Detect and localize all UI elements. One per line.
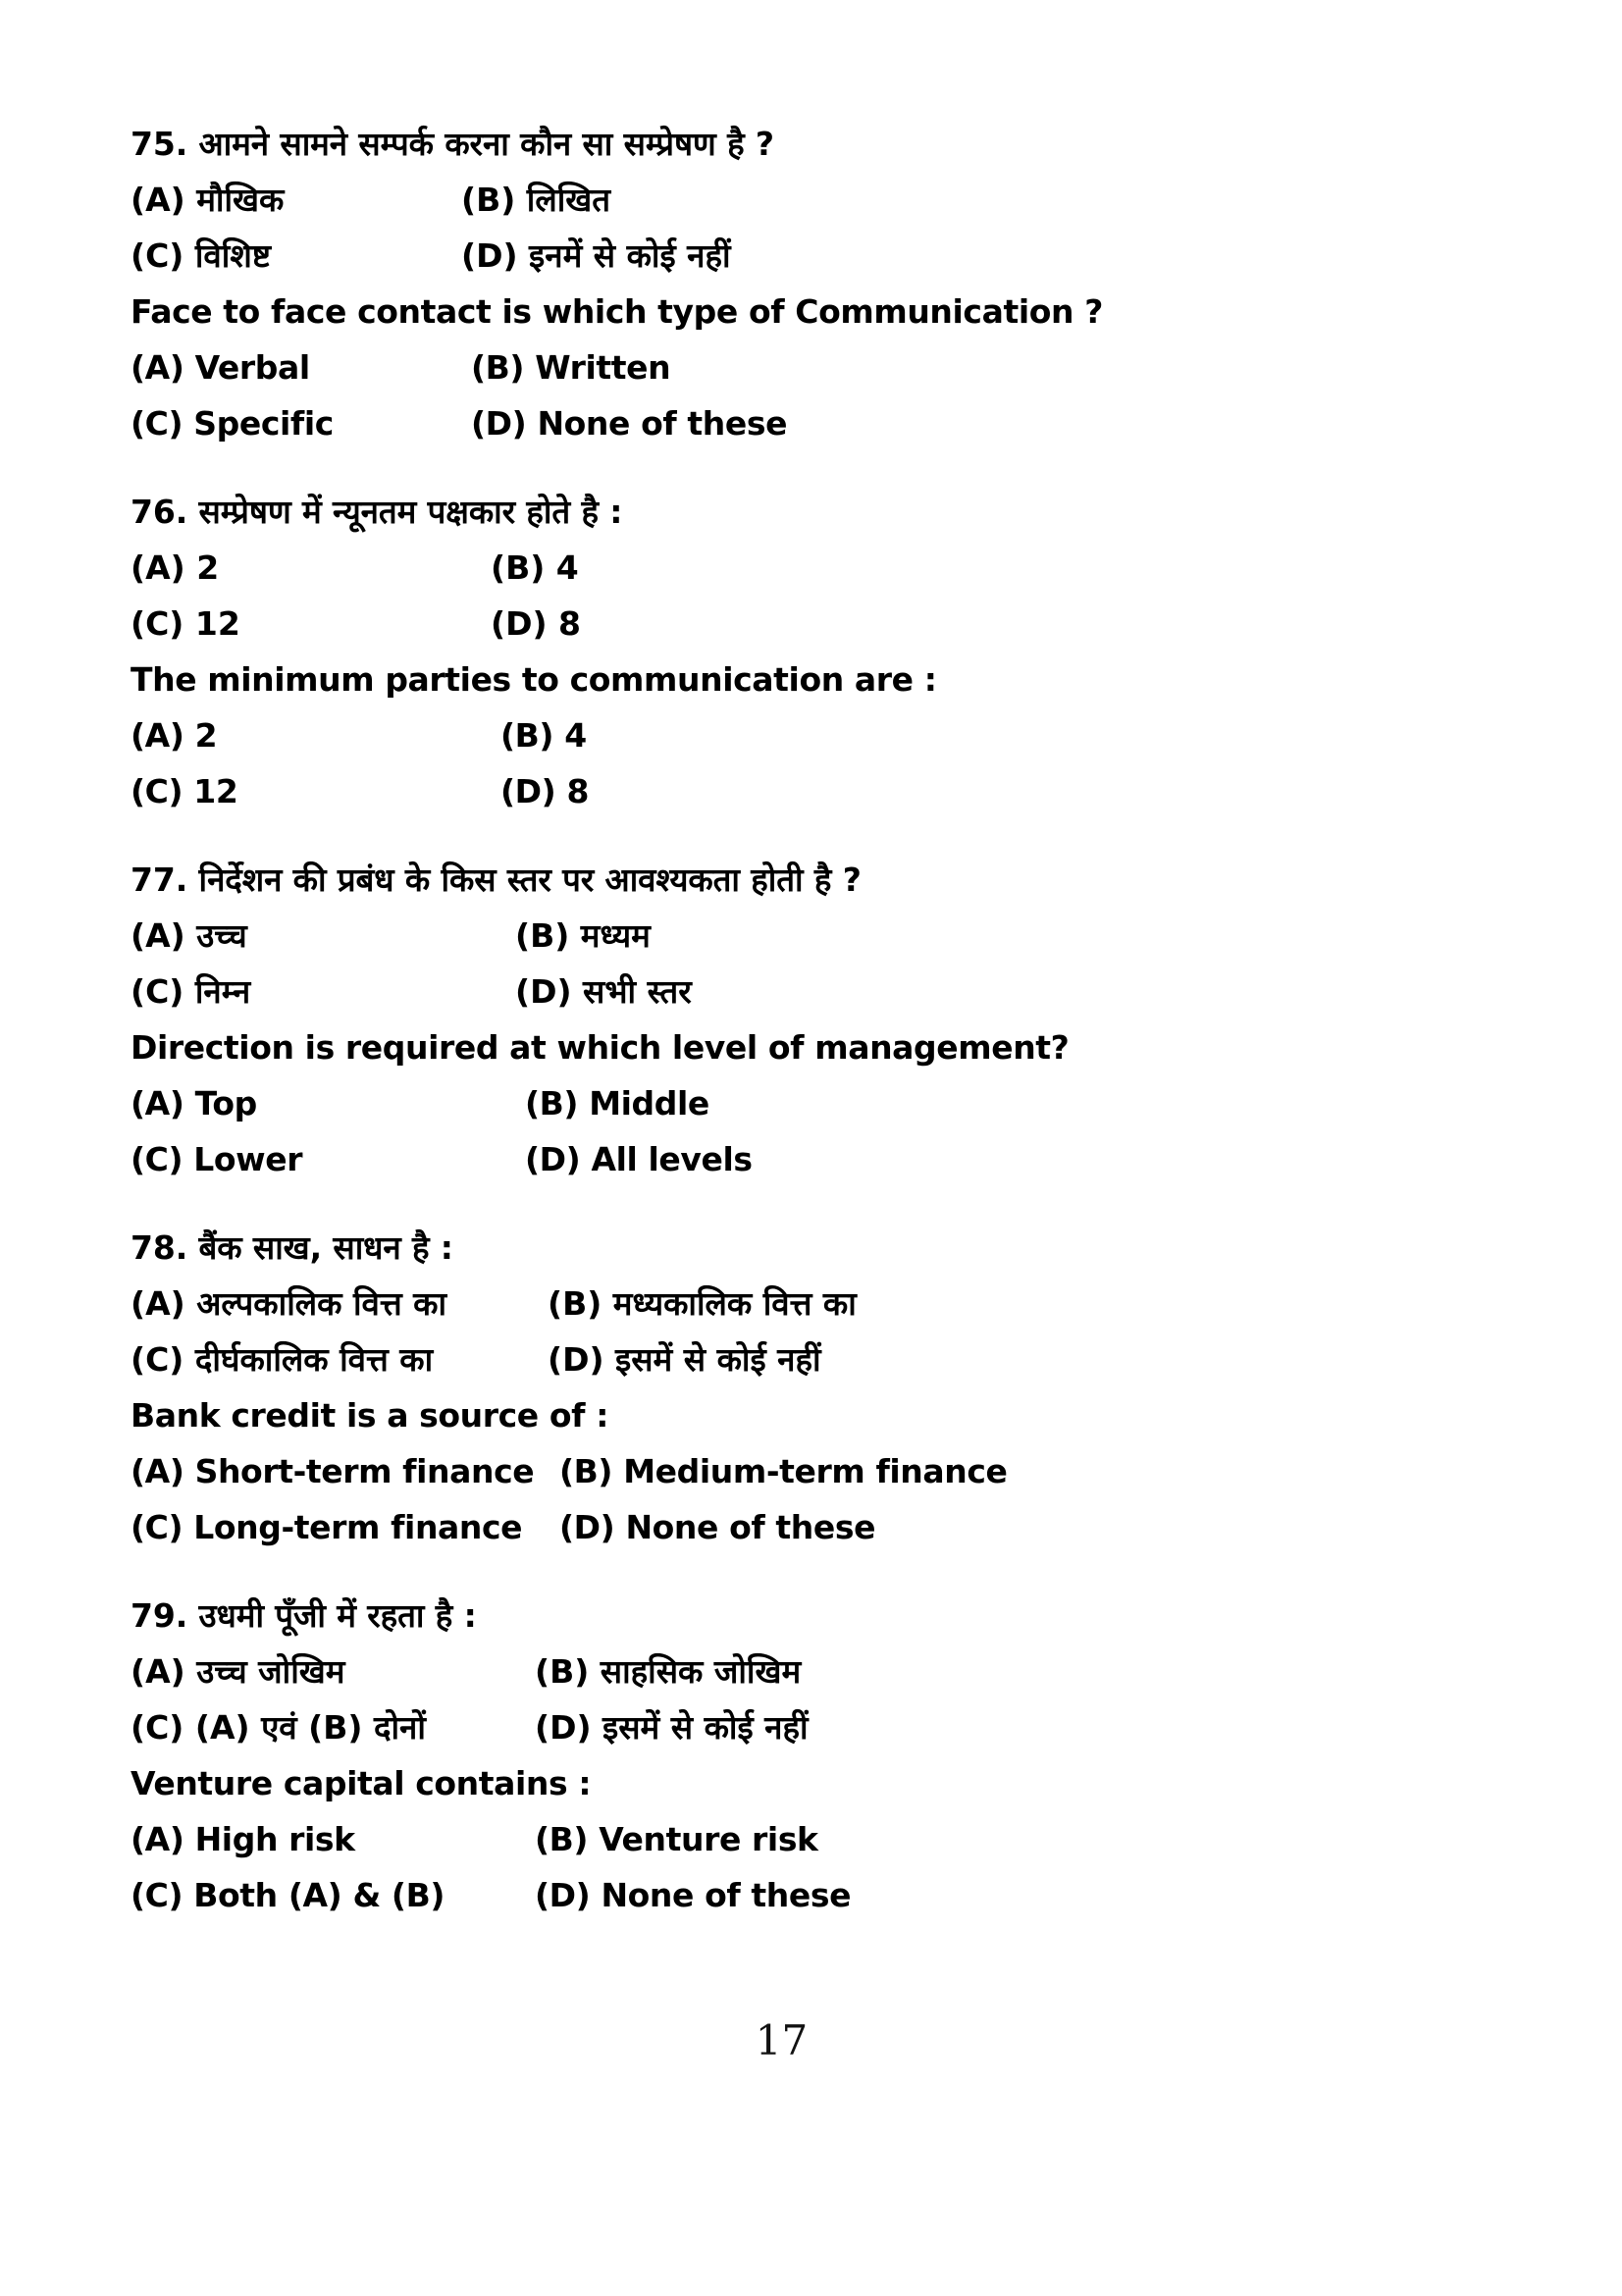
- option-english-76-b[interactable]: (B) 4: [500, 716, 587, 755]
- option-english-76-c[interactable]: (C) 12: [131, 772, 238, 810]
- question-text-english-76: The minimum parties to communication are :: [131, 660, 937, 699]
- option-hindi-78-d[interactable]: (D) इसमें से कोई नहीं: [548, 1340, 821, 1379]
- option-row-english-77-cd: [131, 1131, 1504, 1187]
- option-row-english-76-cd: [131, 763, 1504, 819]
- option-hindi-75-d[interactable]: (D) इनमें से कोई नहीं: [461, 236, 731, 275]
- option-row-hindi-78-cd: [131, 1331, 1504, 1387]
- option-english-79-b[interactable]: (B) Venture risk: [535, 1820, 818, 1858]
- option-english-79-c[interactable]: (C) Both (A) & (B): [131, 1876, 445, 1914]
- option-hindi-76-c[interactable]: (C) 12: [131, 604, 240, 643]
- option-english-75-b[interactable]: (B) Written: [471, 348, 671, 387]
- option-hindi-78-b[interactable]: (B) मध्यकालिक वित्त का: [548, 1284, 857, 1323]
- question-text-hindi-78: 78. बैंक साख, साधन है :: [131, 1228, 453, 1267]
- option-hindi-78-c[interactable]: (C) दीर्घकालिक वित्त का: [131, 1340, 434, 1379]
- option-row-english-78-cd: [131, 1499, 1504, 1555]
- option-english-78-a[interactable]: (A) Short-term finance: [131, 1452, 535, 1490]
- option-row-english-79-ab: [131, 1811, 1504, 1867]
- option-hindi-79-a[interactable]: (A) उच्च जोखिम: [131, 1652, 345, 1691]
- option-english-75-c[interactable]: (C) Specific: [131, 404, 334, 443]
- question-text-english-75: Face to face contact is which type of Communication ?: [131, 292, 1103, 331]
- option-row-english-78-ab: [131, 1443, 1504, 1499]
- question-block-76: [131, 484, 1504, 819]
- question-text-english-79: Venture capital contains :: [131, 1764, 592, 1802]
- option-english-75-a[interactable]: (A) Verbal: [131, 348, 310, 387]
- option-row-hindi-77-ab: [131, 908, 1504, 964]
- question-text-hindi-77: 77. निर्देशन की प्रबंध के किस स्तर पर आवश्यकता होती है ?: [131, 861, 862, 899]
- option-english-77-a[interactable]: (A) Top: [131, 1084, 257, 1122]
- option-english-78-b[interactable]: (B) Medium-term finance: [559, 1452, 1008, 1490]
- question-text-hindi-79: 79. उधमी पूँजी में रहता है :: [131, 1596, 477, 1635]
- question-block-75: [131, 116, 1504, 451]
- option-hindi-77-c[interactable]: (C) निम्न: [131, 972, 251, 1011]
- question-text-hindi-75: 75. आमने सामने सम्पर्क करना कौन सा सम्प्रेषण है ?: [131, 125, 774, 163]
- option-english-76-d[interactable]: (D) 8: [500, 772, 590, 810]
- option-row-hindi-77-cd: [131, 964, 1504, 1019]
- option-row-english-75-cd: [131, 395, 1504, 451]
- option-english-79-d[interactable]: (D) None of these: [535, 1876, 852, 1914]
- option-english-75-d[interactable]: (D) None of these: [471, 404, 788, 443]
- option-row-hindi-75-ab: [131, 172, 1504, 228]
- option-hindi-75-b[interactable]: (B) लिखित: [461, 181, 611, 219]
- question-text-english-78: Bank credit is a source of :: [131, 1396, 608, 1435]
- option-english-77-d[interactable]: (D) All levels: [525, 1140, 753, 1178]
- option-row-english-77-ab: [131, 1075, 1504, 1131]
- option-english-78-c[interactable]: (C) Long-term finance: [131, 1508, 523, 1546]
- option-hindi-77-d[interactable]: (D) सभी स्तर: [515, 972, 692, 1011]
- option-english-79-a[interactable]: (A) High risk: [131, 1820, 355, 1858]
- option-hindi-77-b[interactable]: (B) मध्यम: [515, 916, 651, 955]
- option-hindi-76-d[interactable]: (D) 8: [491, 604, 582, 643]
- question-block-79: [131, 1588, 1504, 1923]
- option-row-hindi-79-cd: [131, 1699, 1504, 1755]
- option-hindi-79-b[interactable]: (B) साहसिक जोखिम: [535, 1652, 802, 1691]
- option-english-78-d[interactable]: (D) None of these: [559, 1508, 876, 1546]
- option-row-hindi-75-cd: [131, 228, 1504, 284]
- page-number: 17: [755, 2016, 809, 2064]
- option-row-hindi-76-cd: [131, 596, 1504, 652]
- option-row-english-75-ab: [131, 339, 1504, 395]
- option-hindi-79-c[interactable]: (C) (A) एवं (B) दोनों: [131, 1708, 426, 1747]
- question-text-hindi-76: 76. सम्प्रेषण में न्यूनतम पक्षकार होते है :: [131, 493, 623, 531]
- option-row-hindi-79-ab: [131, 1644, 1504, 1699]
- option-english-77-c[interactable]: (C) Lower: [131, 1140, 303, 1178]
- option-row-english-79-cd: [131, 1867, 1504, 1923]
- option-row-hindi-76-ab: [131, 540, 1504, 596]
- option-hindi-76-a[interactable]: (A) 2: [131, 548, 220, 587]
- option-hindi-76-b[interactable]: (B) 4: [491, 548, 579, 587]
- option-hindi-75-c[interactable]: (C) विशिष्ट: [131, 236, 272, 275]
- option-hindi-79-d[interactable]: (D) इसमें से कोई नहीं: [535, 1708, 809, 1747]
- question-block-77: [131, 852, 1504, 1187]
- option-english-76-a[interactable]: (A) 2: [131, 716, 218, 755]
- option-hindi-77-a[interactable]: (A) उच्च: [131, 916, 247, 955]
- question-text-english-77: Direction is required at which level of management?: [131, 1028, 1070, 1067]
- option-english-77-b[interactable]: (B) Middle: [525, 1084, 709, 1122]
- option-hindi-75-a[interactable]: (A) मौखिक: [131, 181, 285, 219]
- option-row-hindi-78-ab: [131, 1276, 1504, 1331]
- option-hindi-78-a[interactable]: (A) अल्पकालिक वित्त का: [131, 1284, 447, 1323]
- option-row-english-76-ab: [131, 707, 1504, 763]
- question-block-78: [131, 1220, 1504, 1555]
